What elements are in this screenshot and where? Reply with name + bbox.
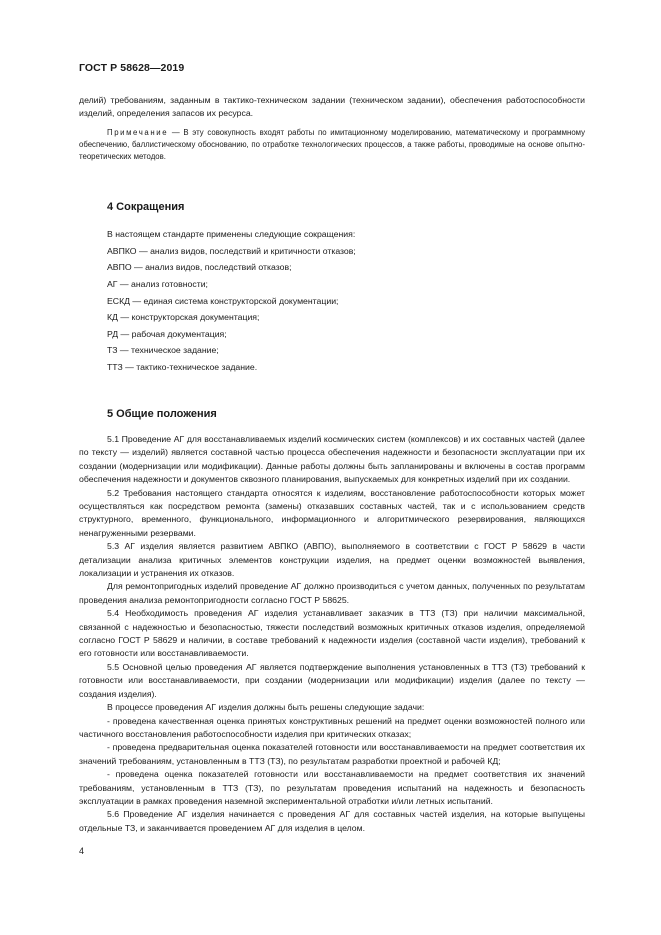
task-item: - проведена предварительная оценка показателей готовности или восстанавливаемости на предмет соответствия их значений требованиям, установленным в ТТЗ (ТЗ), по результатам разработки проектной и рабочей КД; bbox=[79, 742, 585, 766]
list-item: ЕСКД — единая система конструкторской документации; bbox=[107, 295, 339, 306]
section-4-title: 4 Сокращения bbox=[107, 200, 185, 213]
page-content bbox=[79, 94, 585, 835]
paragraph-5-2: 5.2 Требования настоящего стандарта относятся к изделиям, восстановление работоспособности которых может осуществляться как посредством ремонта (замены) отказавших составных частей, так и с использованием средств структурного, временного, функционального, информационного и алгоритмического резервирования, являющихся ненагруженными резервами. bbox=[79, 487, 585, 538]
list-item: ТТЗ — тактико-техническое задание. bbox=[107, 361, 258, 372]
intro-continuation: делий) требованиям, заданным в тактико-техническом задании (техническом задании), обеспечения работоспособности изделий, определения запасов их ресурса. bbox=[79, 95, 585, 119]
paragraph-5-1: 5.1 Проведение АГ для восстанавливаемых изделий космических систем (комплексов) и их составных частей (далее по тексту — изделий) является составной частью процесса обеспечения надежности и безопасности эксплуатации при их создании (модернизации или модификации). Данные работы должны быть запланированы и включены в состав программ обеспечения надежности и документов сквозного планирования, выпускаемых для конкретных изделий при их создании. bbox=[79, 433, 585, 485]
task-item: - проведена качественная оценка принятых конструктивных решений на предмет оценки возможностей полного или частичного восстановления работоспособности изделия при критических отказах; bbox=[79, 715, 585, 739]
list-item: КД — конструкторская документация; bbox=[107, 312, 260, 323]
list-item: АВПКО — анализ видов, последствий и критичности отказов; bbox=[107, 245, 356, 256]
paragraph-5-3: 5.3 АГ изделия является развитием АВПКО (АВПО), выполняемого в соответствии с ГОСТ Р 58629 в части детализации анализа критичных элементов конструкции изделия, на предмет оценки возможностей выявления, локализации и устранения их отказов. bbox=[79, 541, 585, 579]
list-item: РД — рабочая документация; bbox=[107, 328, 227, 339]
note bbox=[79, 127, 585, 163]
abbreviations-list bbox=[79, 226, 585, 375]
paragraph-5-5: 5.5 Основной целью проведения АГ является подтверждение выполнения установленных в ТТЗ (ТЗ) требований к готовности или восстанавливаемости, при создании (модернизации или модификации) изделия (далее по тексту — создания изделия). bbox=[79, 661, 585, 699]
note-text: — В эту совокупность входят работы по имитационному моделированию, математическому и программному обеспечению, баллистическому обоснованию, по отработке технологических процессов, а также работы, проводимые на основе опытно-теоретических методов. bbox=[79, 127, 585, 161]
note-label: Примечание bbox=[107, 127, 169, 137]
task-item: - проведена оценка показателей готовности или восстанавливаемости на предмет соответствия их значений требованиям, установленным в ТТЗ (ТЗ), по результатам проведения испытаний на надежность и безопасность эксплуатации в рамках проведения наземной экспериментальной отработки и/или летных испытаний. bbox=[79, 769, 585, 806]
paragraph-5-6: 5.6 Проведение АГ изделия начинается с проведения АГ для составных частей изделия, на которые выпущены отдельные ТЗ, и заканчивается проведением АГ для изделия в целом. bbox=[79, 809, 585, 833]
list-item: АГ — анализ готовности; bbox=[107, 279, 208, 289]
section-5-title: 5 Общие положения bbox=[107, 407, 217, 420]
abbreviations-lead: В настоящем стандарте применены следующие сокращения: bbox=[107, 229, 356, 240]
list-item: АВПО — анализ видов, последствий отказов; bbox=[107, 262, 292, 273]
list-item: ТЗ — техническое задание; bbox=[107, 345, 219, 356]
tasks-lead: В процессе проведения АГ изделия должны быть решены следующие задачи: bbox=[107, 702, 425, 713]
page-number: 4 bbox=[79, 846, 85, 856]
document-code: ГОСТ Р 58628—2019 bbox=[79, 62, 185, 74]
paragraph-repair: Для ремонтопригодных изделий проведение АГ должно производиться с учетом данных, полученных по результатам проведения анализа ремонтопригодности согласно ГОСТ Р 58625. bbox=[79, 581, 585, 605]
paragraph-5-4: 5.4 Необходимость проведения АГ изделия устанавливает заказчик в ТТЗ (ТЗ) при наличии максимальной, связанной с надежностью и безопасностью, тяжести последствий возможных критичных отказов изделия, определяемой согласно ГОСТ Р 58629 и наличии, в составе требований к надежности изделия (составной части изделия), требований к его готовности или восстанавливаемости. bbox=[79, 608, 585, 659]
